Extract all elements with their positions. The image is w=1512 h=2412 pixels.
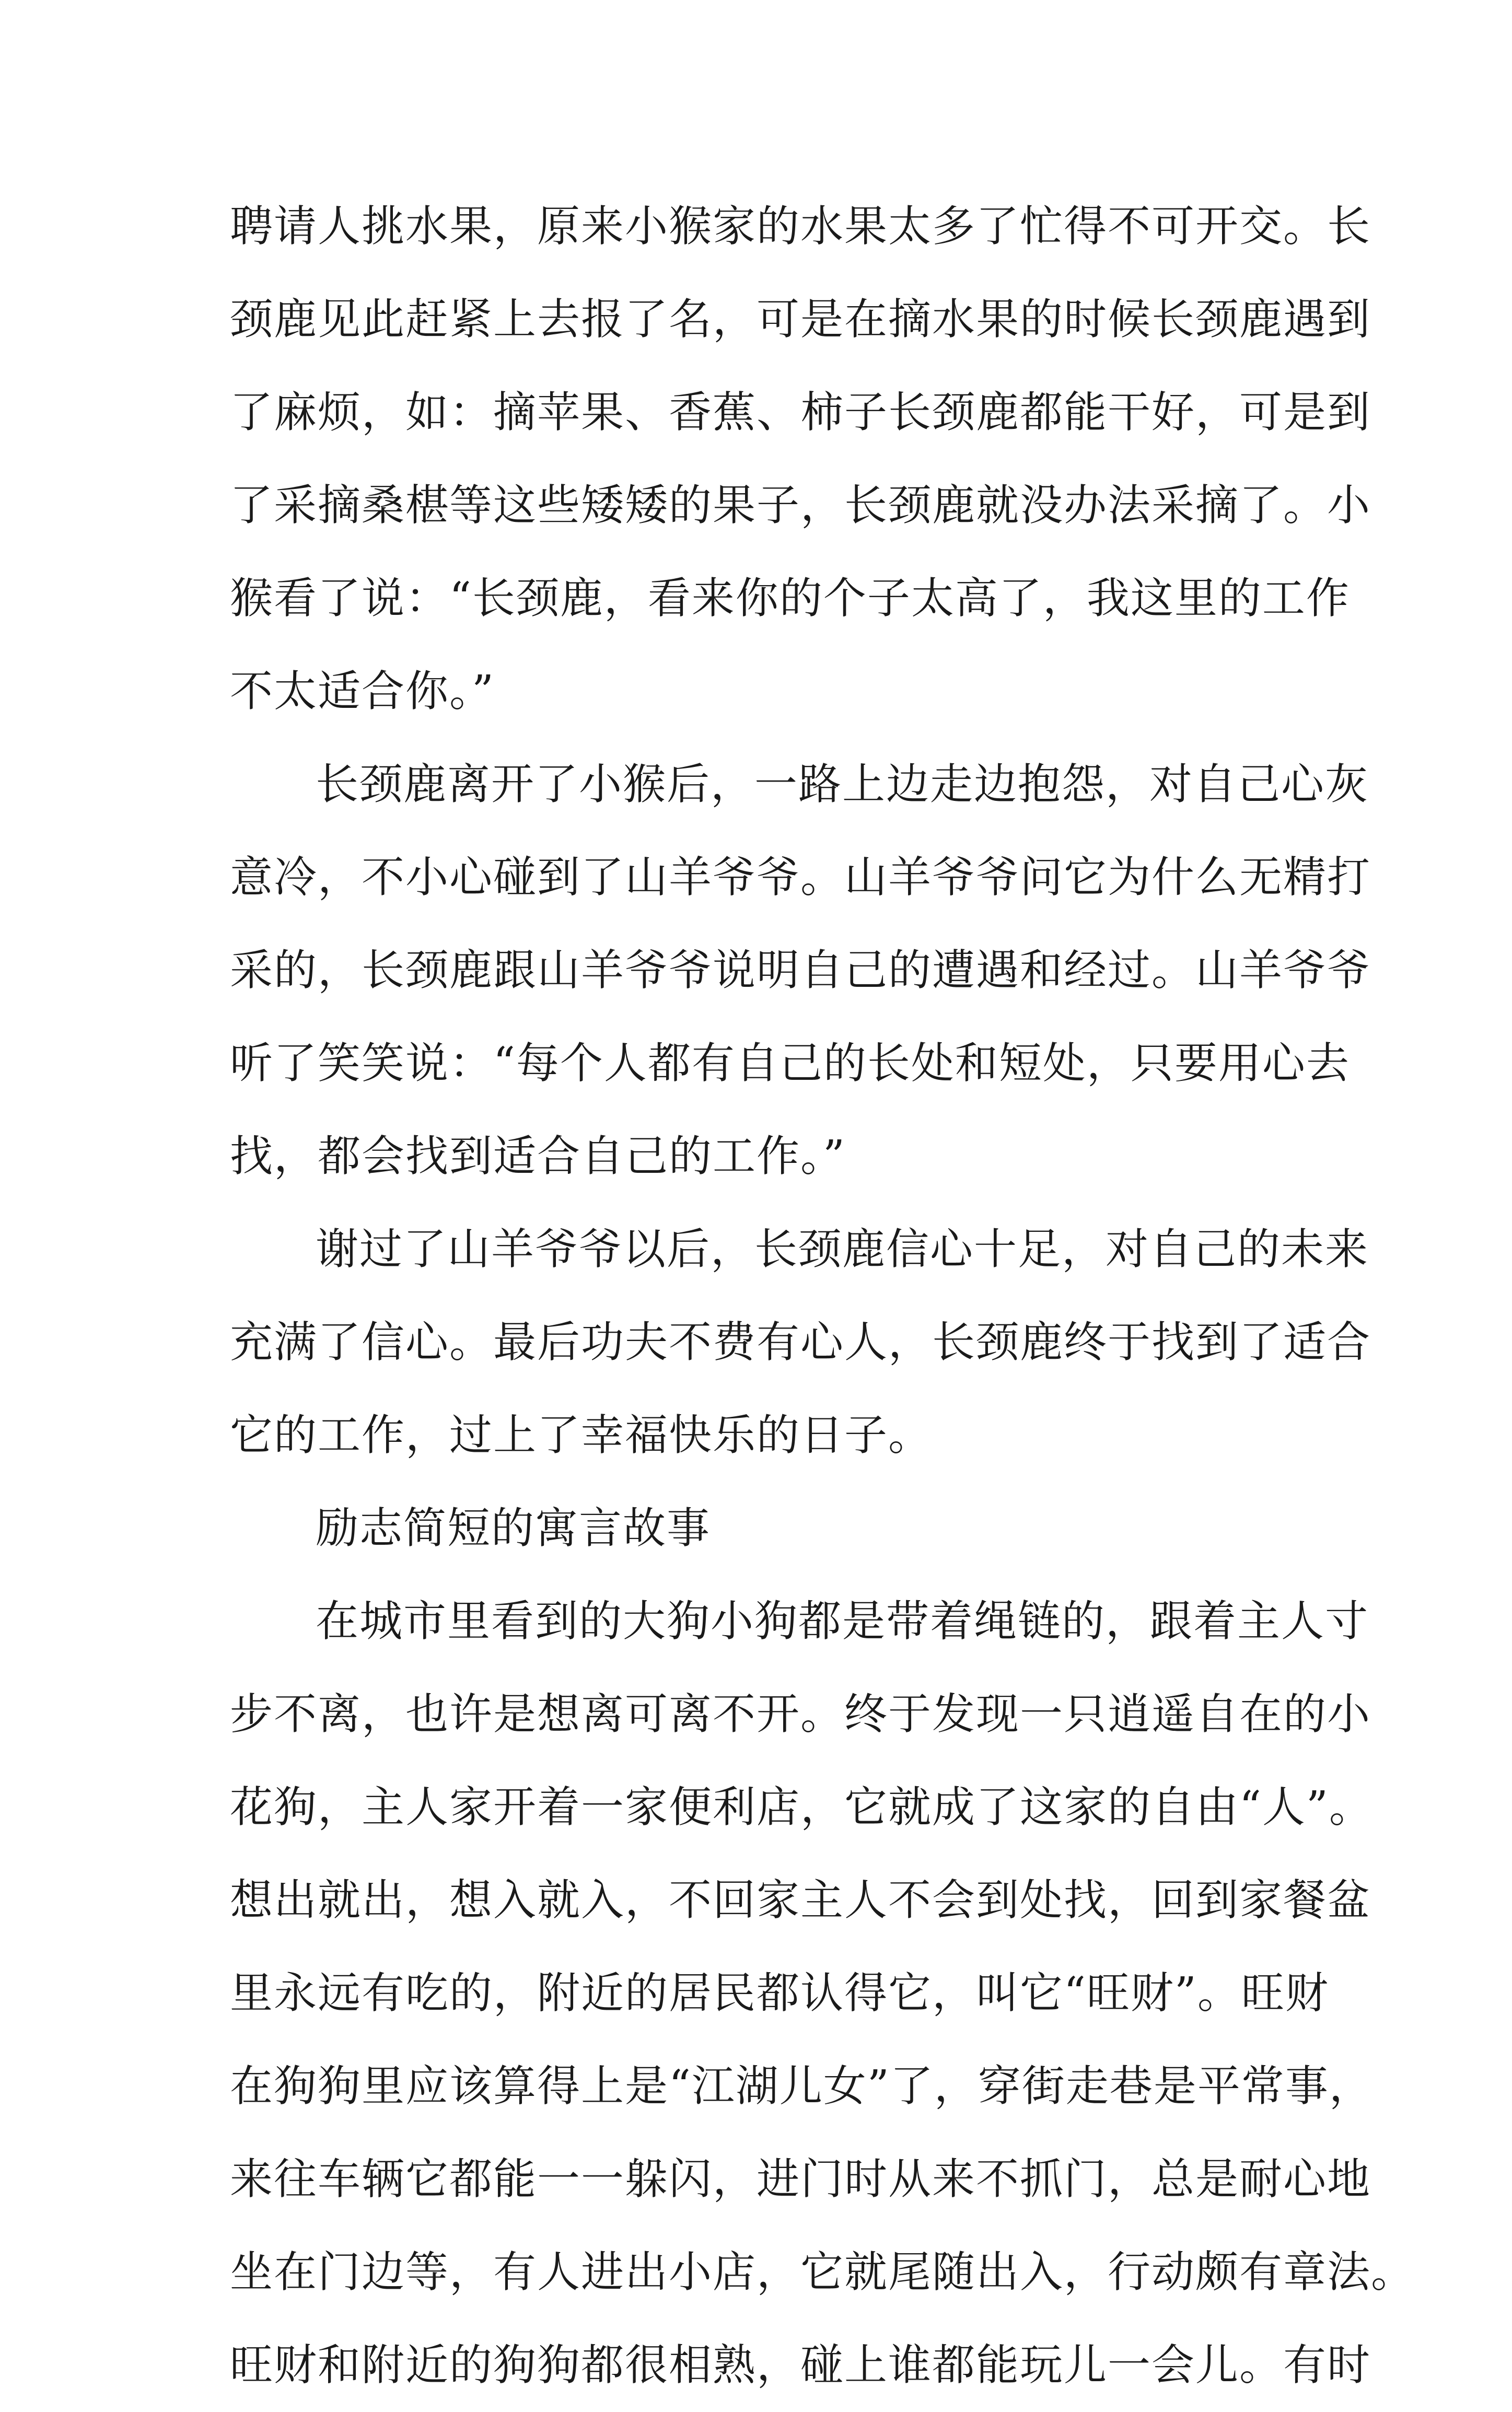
section-heading: 励志简短的寓言故事 xyxy=(316,1504,711,1553)
text-line: 了采摘桑椹等这些矮矮的果子，长颈鹿就没办法采摘了。小 xyxy=(230,481,1371,530)
text-line: 颈鹿见此赶紧上去报了名，可是在摘水果的时候长颈鹿遇到 xyxy=(230,295,1371,344)
text-line: 充满了信心。最后功夫不费有心人，长颈鹿终于找到了适合 xyxy=(230,1318,1371,1367)
text-line: 找，都会找到适合自己的工作。” xyxy=(230,1132,846,1181)
text-line: 步不离，也许是想离可离不开。终于发现一只逍遥自在的小 xyxy=(230,1689,1371,1739)
text-line: 它的工作，过上了幸福快乐的日子。 xyxy=(230,1411,933,1460)
text-line: 想出就出，想入就入，不回家主人不会到处找，回到家餐盆 xyxy=(230,1875,1371,1925)
document-body xyxy=(230,180,1415,2412)
text-line: 猴看了说：“长颈鹿，看来你的个子太高了，我这里的工作 xyxy=(230,574,1350,623)
text-line: 在狗狗里应该算得上是“江湖儿女”了，穿街走巷是平常事， xyxy=(230,2061,1373,2111)
text-line: 聘请人挑水果，原来小猴家的水果太多了忙得不可开交。长 xyxy=(230,202,1371,251)
text-line: 了麻烦，如：摘苹果、香蕉、柿子长颈鹿都能干好，可是到 xyxy=(230,388,1371,437)
text-line: 坐在门边等，有人进出小店，它就尾随出入，行动颇有章法。 xyxy=(230,2247,1415,2297)
text-line: 不太适合你。” xyxy=(230,667,495,716)
paragraph-start-line: 谢过了山羊爷爷以后，长颈鹿信心十足，对自己的未来 xyxy=(316,1225,1369,1274)
text-line: 采的，长颈鹿跟山羊爷爷说明自己的遭遇和经过。山羊爷爷 xyxy=(230,946,1371,995)
text-line: 旺财和附近的狗狗都很相熟，碰上谁都能玩儿一会儿。有时 xyxy=(230,2340,1371,2390)
text-line: 听了笑笑说：“每个人都有自己的长处和短处，只要用心去 xyxy=(230,1039,1350,1088)
text-line: 里永远有吃的，附近的居民都认得它，叫它“旺财”。旺财 xyxy=(230,1968,1329,2018)
paragraph-start-line: 在城市里看到的大狗小狗都是带着绳链的，跟着主人寸 xyxy=(316,1597,1369,1646)
text-line: 来往车辆它都能一一躲闪，进门时从来不抓门，总是耐心地 xyxy=(230,2154,1371,2204)
paragraph-start-line: 长颈鹿离开了小猴后，一路上边走边抱怨，对自己心灰 xyxy=(316,760,1369,809)
text-line: 花狗，主人家开着一家便利店，它就成了这家的自由“人”。 xyxy=(230,1782,1373,1832)
text-line: 意冷，不小心碰到了山羊爷爷。山羊爷爷问它为什么无精打 xyxy=(230,853,1371,902)
